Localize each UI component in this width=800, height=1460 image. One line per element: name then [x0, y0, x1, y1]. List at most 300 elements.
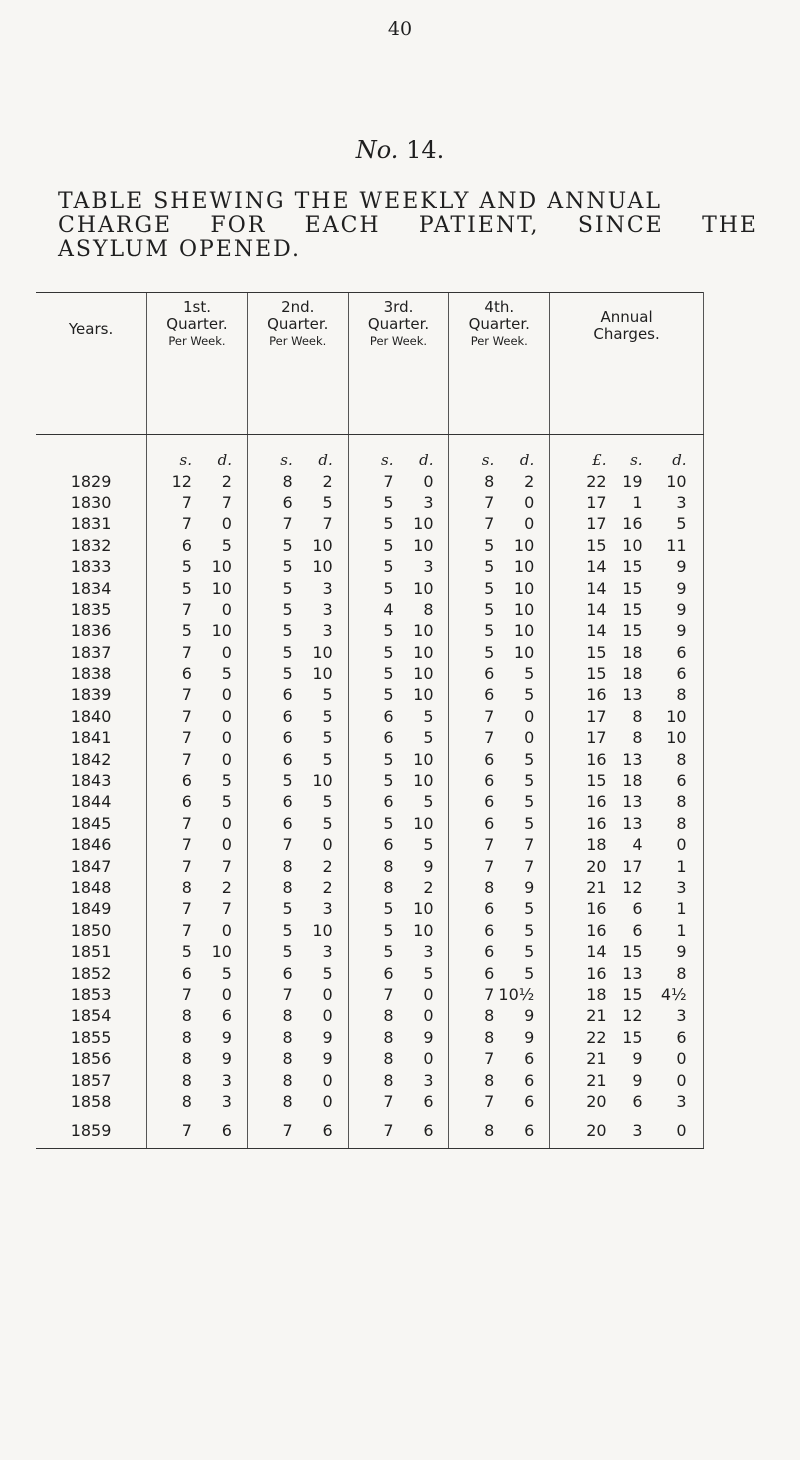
quarter-2-cell — [247, 877, 348, 898]
pence-value: 5 — [423, 706, 434, 726]
quarter-4-cell — [449, 620, 550, 641]
shillings-value: 6 — [484, 771, 495, 791]
pounds-value: 21 — [586, 1049, 607, 1069]
shillings-value: 7 — [181, 642, 192, 662]
shillings-value: 7 — [383, 1121, 394, 1141]
pence-value: 8 — [676, 813, 687, 833]
pence-value: 9 — [524, 1027, 535, 1047]
pounds-value: 15 — [586, 771, 607, 791]
page-number: 40 — [387, 18, 413, 40]
quarter-2-cell — [247, 577, 348, 598]
shillings-value: 18 — [622, 664, 643, 684]
table-row — [36, 791, 704, 812]
pounds-value: 18 — [586, 984, 607, 1004]
quarter-3-cell — [348, 770, 449, 791]
shillings-value: 8 — [484, 471, 495, 491]
quarter-4-cell — [449, 663, 550, 684]
pence-value: 3 — [322, 621, 333, 641]
annual-charge-cell — [550, 642, 704, 663]
quarter-1-cell — [147, 748, 248, 769]
shillings-value: 5 — [282, 942, 293, 962]
quarter-4-cell — [449, 1048, 550, 1069]
quarter-1-cell — [147, 1048, 248, 1069]
table-row — [36, 1005, 704, 1026]
quarter-4-cell — [449, 535, 550, 556]
pence-value: 3 — [676, 492, 687, 512]
shillings-value: 7 — [282, 1121, 293, 1141]
pence-value: 0 — [524, 706, 535, 726]
annual-charge-cell — [550, 770, 704, 791]
annual-charge-cell — [550, 663, 704, 684]
pence-value: 10 — [413, 813, 434, 833]
shillings-value: 12 — [622, 1006, 643, 1026]
shillings-value: 8 — [282, 1027, 293, 1047]
pence-value: 0 — [221, 728, 232, 748]
pence-value: 10 — [513, 621, 535, 641]
units-annual: £. s. d. — [550, 435, 704, 471]
shillings-value: 15 — [622, 578, 643, 598]
annual-charge-cell — [550, 813, 704, 834]
annual-charge-cell — [550, 962, 704, 983]
shillings-value: 5 — [282, 599, 293, 619]
pounds-value: 17 — [586, 706, 607, 726]
pence-value: 10 — [513, 535, 535, 555]
pence-value: 10 — [312, 557, 333, 577]
pence-value: 10 — [211, 557, 232, 577]
pence-value: 6 — [524, 1049, 535, 1069]
year-cell: 1854 — [70, 1006, 112, 1026]
shillings-value: 6 — [484, 749, 495, 769]
shillings-value: 6 — [282, 492, 293, 512]
annual-charge-cell — [550, 1005, 704, 1026]
quarter-3-cell — [348, 855, 449, 876]
shillings-value: 5 — [383, 685, 394, 705]
pounds-value: 14 — [586, 557, 607, 577]
year-cell: 1851 — [70, 942, 112, 962]
year-cell: 1857 — [70, 1070, 112, 1090]
pence-value: 10 — [413, 899, 434, 919]
quarter-4-cell — [449, 1005, 550, 1026]
quarter-2-cell — [247, 813, 348, 834]
quarter-3-cell — [348, 556, 449, 577]
year-cell: 1853 — [70, 984, 112, 1004]
year-cell: 1831 — [70, 514, 112, 534]
quarter-4-cell — [449, 556, 550, 577]
shillings-value: 8 — [181, 1091, 192, 1111]
shillings-value: 12 — [171, 471, 192, 491]
shillings-value: 15 — [622, 557, 643, 577]
pence-value: 9 — [524, 878, 535, 897]
pence-value: 5 — [524, 899, 535, 919]
quarter-3-cell — [348, 470, 449, 491]
shillings-value: 7 — [181, 813, 192, 833]
pence-value: 6 — [423, 1091, 434, 1111]
year-cell: 1845 — [70, 813, 112, 833]
quarter-2-cell — [247, 620, 348, 641]
quarter-1-cell — [147, 898, 248, 919]
shillings-value: 7 — [484, 835, 495, 855]
shillings-value: 7 — [484, 728, 495, 748]
pence-value: 0 — [676, 1070, 687, 1090]
shillings-value: 6 — [282, 706, 293, 726]
pence-value: 10 — [666, 706, 687, 726]
pounds-value: 21 — [586, 1006, 607, 1026]
pence-value: 10 — [413, 664, 434, 684]
pence-value: 2 — [322, 856, 333, 876]
pence-value: 3 — [423, 942, 434, 962]
annual-charge-cell — [550, 556, 704, 577]
annual-charge-cell — [550, 898, 704, 919]
annual-charge-cell — [550, 1048, 704, 1069]
shillings-value: 5 — [282, 899, 293, 919]
pence-value: 10 — [312, 664, 333, 684]
quarter-1-cell — [147, 1069, 248, 1090]
pence-value: 10 — [413, 920, 434, 940]
quarter-3-cell — [348, 962, 449, 983]
shillings-value: 8 — [383, 1006, 394, 1026]
pence-value: 0 — [221, 706, 232, 726]
quarter-4-cell — [449, 855, 550, 876]
shillings-value: 8 — [181, 1006, 192, 1026]
pence-value: 6 — [322, 1121, 333, 1141]
shillings-value: 8 — [181, 878, 192, 897]
table-row — [36, 748, 704, 769]
quarter-2-cell — [247, 1027, 348, 1048]
pence-value: 5 — [524, 792, 535, 812]
annual-charge-cell — [550, 535, 704, 556]
quarter-2-cell — [247, 1005, 348, 1026]
shillings-value: 7 — [484, 856, 495, 876]
shillings-value: 8 — [181, 1070, 192, 1090]
shillings-value: 3 — [632, 1121, 643, 1141]
shillings-value: 8 — [181, 1027, 192, 1047]
pounds-value: 17 — [586, 514, 607, 534]
pence-value: 9 — [221, 1049, 232, 1069]
pence-value: 0 — [423, 471, 434, 491]
pounds-value: 20 — [586, 856, 607, 876]
pence-value: 10 — [413, 514, 434, 534]
shillings-value: 6 — [383, 792, 394, 812]
pence-value: 10 — [413, 771, 434, 791]
shillings-value: 15 — [622, 984, 643, 1004]
quarter-3-cell — [348, 577, 449, 598]
table-row — [36, 535, 704, 556]
pence-value: 3 — [423, 557, 434, 577]
shillings-value: 8 — [484, 1070, 495, 1090]
shillings-value: 4 — [383, 599, 394, 619]
pence-value: 10 — [312, 771, 333, 791]
quarter-3-cell — [348, 834, 449, 855]
annual-charge-cell — [550, 599, 704, 620]
pence-value: 10 — [211, 578, 232, 598]
table-row — [36, 513, 704, 534]
shillings-value: 17 — [622, 856, 643, 876]
shillings-value: 5 — [181, 942, 192, 962]
title-line-3: ASYLUM OPENED. — [58, 237, 302, 262]
title-line-1: TABLE SHEWING THE WEEKLY AND ANNUAL — [58, 189, 662, 214]
pence-value: 6 — [221, 1121, 232, 1141]
quarter-1-cell — [147, 470, 248, 491]
shillings-value: 5 — [383, 942, 394, 962]
table-row — [36, 706, 704, 727]
pence-value: 3 — [221, 1091, 232, 1111]
shillings-value: 6 — [632, 920, 643, 940]
shillings-value: 7 — [484, 492, 495, 512]
pounds-value: 15 — [586, 642, 607, 662]
quarter-2-cell — [247, 513, 348, 534]
table-row — [36, 770, 704, 791]
shillings-value: 7 — [484, 1091, 495, 1111]
quarter-1-cell — [147, 577, 248, 598]
quarter-4-cell — [449, 642, 550, 663]
header-q3: 3rd. Quarter. Per Week. — [348, 293, 449, 435]
shillings-value: 8 — [282, 1049, 293, 1069]
shillings-value: 8 — [632, 706, 643, 726]
pence-value: 9 — [423, 856, 434, 876]
shillings-value: 5 — [383, 664, 394, 684]
table-row — [36, 1112, 704, 1148]
pence-value: 5 — [524, 749, 535, 769]
shillings-value: 6 — [484, 920, 495, 940]
table-row — [36, 663, 704, 684]
annual-charge-cell — [550, 1091, 704, 1112]
shillings-value: 8 — [282, 1091, 293, 1111]
shillings-value: 7 — [181, 899, 192, 919]
shillings-value: 6 — [181, 664, 192, 684]
year-cell: 1832 — [70, 535, 112, 555]
quarter-1-cell — [147, 877, 248, 898]
table-row — [36, 834, 704, 855]
year-cell: 1855 — [70, 1027, 112, 1047]
pence-value: 0 — [524, 492, 535, 512]
header-q4: 4th. Quarter. Per Week. — [449, 293, 550, 435]
quarter-1-cell — [147, 556, 248, 577]
year-cell: 1838 — [70, 664, 112, 684]
year-cell: 1834 — [70, 578, 112, 598]
shillings-value: 9 — [632, 1070, 643, 1090]
shillings-value: 5 — [181, 621, 192, 641]
header-row — [36, 293, 704, 435]
pounds-value: 14 — [586, 578, 607, 598]
shillings-value: 12 — [622, 878, 643, 897]
shillings-value: 7 — [282, 835, 293, 855]
pounds-value: 17 — [586, 492, 607, 512]
pence-value: 2 — [221, 878, 232, 897]
shillings-value: 5 — [383, 621, 394, 641]
units-q1: s. d. — [147, 435, 248, 471]
annual-charge-cell — [550, 1027, 704, 1048]
pence-value: 6 — [676, 771, 687, 791]
pence-value: 10 — [513, 642, 535, 662]
quarter-2-cell — [247, 898, 348, 919]
annual-charge-cell — [550, 513, 704, 534]
pence-value: 9 — [676, 557, 687, 577]
table-body — [36, 435, 704, 1149]
pence-value: 0 — [423, 984, 434, 1004]
pence-value: 5 — [524, 942, 535, 962]
units-q2: s. d. — [247, 435, 348, 471]
pence-value: 10 — [666, 471, 687, 491]
quarter-4-cell — [449, 1069, 550, 1090]
annual-charge-cell — [550, 492, 704, 513]
annual-charge-cell — [550, 855, 704, 876]
shillings-value: 5 — [383, 813, 394, 833]
year-cell: 1839 — [70, 685, 112, 705]
pence-value: 9 — [676, 621, 687, 641]
pence-value: 10 — [413, 685, 434, 705]
year-cell: 1843 — [70, 771, 112, 791]
quarter-2-cell — [247, 920, 348, 941]
shillings-value: 8 — [282, 1070, 293, 1090]
quarter-4-cell — [449, 470, 550, 491]
shillings-value: 8 — [282, 878, 293, 897]
quarter-2-cell — [247, 642, 348, 663]
pence-value: 0 — [221, 920, 232, 940]
quarter-2-cell — [247, 984, 348, 1005]
table-row — [36, 984, 704, 1005]
header-q1: 1st. Quarter. Per Week. — [147, 293, 248, 435]
pounds-value: 16 — [586, 813, 607, 833]
quarter-1-cell — [147, 1091, 248, 1112]
pounds-value: 16 — [586, 749, 607, 769]
pence-value: 2 — [221, 471, 232, 491]
quarter-3-cell — [348, 813, 449, 834]
shillings-value: 6 — [282, 749, 293, 769]
quarter-3-cell — [348, 1027, 449, 1048]
title-line-2: CHARGE FOR EACH PATIENT, SINCE THE — [58, 213, 758, 238]
pence-value: 7 — [221, 492, 232, 512]
shillings-value: 5 — [383, 920, 394, 940]
shillings-value: 5 — [282, 642, 293, 662]
pence-value: 5 — [221, 771, 232, 791]
pence-value: 10 — [312, 535, 333, 555]
table-row — [36, 855, 704, 876]
quarter-2-cell — [247, 1048, 348, 1069]
pence-value: 10 — [513, 599, 535, 619]
shillings-value: 8 — [181, 1049, 192, 1069]
year-cell: 1856 — [70, 1049, 112, 1069]
pence-value: 0 — [322, 1006, 333, 1026]
year-cell: 1840 — [70, 706, 112, 726]
quarter-1-cell — [147, 1027, 248, 1048]
table-row — [36, 556, 704, 577]
pence-value: 9 — [322, 1049, 333, 1069]
shillings-value: 5 — [484, 599, 495, 619]
units-q4: s. d. — [449, 435, 550, 471]
shillings-value: 7 — [181, 984, 192, 1004]
quarter-1-cell — [147, 834, 248, 855]
pence-value: 9 — [322, 1027, 333, 1047]
pence-value: 8 — [423, 599, 434, 619]
shillings-value: 6 — [181, 535, 192, 555]
quarter-3-cell — [348, 1069, 449, 1090]
quarter-3-cell — [348, 1005, 449, 1026]
quarter-3-cell — [348, 684, 449, 705]
shillings-value: 5 — [484, 621, 495, 641]
pence-value: 8 — [676, 749, 687, 769]
quarter-3-cell — [348, 620, 449, 641]
quarter-3-cell — [348, 513, 449, 534]
pence-value: 10 — [413, 749, 434, 769]
quarter-2-cell — [247, 1069, 348, 1090]
shillings-value: 5 — [282, 920, 293, 940]
quarter-3-cell — [348, 1112, 449, 1148]
pounds-value: 20 — [586, 1121, 607, 1141]
quarter-1-cell — [147, 1005, 248, 1026]
year-cell: 1846 — [70, 835, 112, 855]
pence-value: 0 — [221, 599, 232, 619]
quarter-2-cell — [247, 727, 348, 748]
header-years: Years. — [36, 293, 147, 435]
shillings-value: 6 — [484, 685, 495, 705]
pence-value: 0 — [423, 1049, 434, 1069]
shillings-value: 6 — [484, 792, 495, 812]
pence-value: 0 — [221, 642, 232, 662]
pence-value: 5 — [221, 963, 232, 983]
pence-value: 0 — [322, 1091, 333, 1111]
quarter-1-cell — [147, 727, 248, 748]
pence-value: 3 — [322, 578, 333, 598]
pence-value: 7 — [322, 514, 333, 534]
shillings-value: 15 — [622, 942, 643, 962]
pence-value: 1 — [676, 920, 687, 940]
pence-value: 7 — [221, 899, 232, 919]
pence-value: 9 — [423, 1027, 434, 1047]
pence-value: 9 — [676, 599, 687, 619]
pence-value: 10 — [211, 942, 232, 962]
pounds-value: 16 — [586, 792, 607, 812]
shillings-value: 7 — [181, 835, 192, 855]
pence-value: 5 — [423, 963, 434, 983]
quarter-2-cell — [247, 492, 348, 513]
shillings-value: 5 — [181, 578, 192, 598]
pounds-value: 20 — [586, 1091, 607, 1111]
pounds-value: 22 — [586, 471, 607, 491]
year-cell: 1830 — [70, 492, 112, 512]
pence-value: 7 — [221, 856, 232, 876]
pence-value: 0 — [221, 813, 232, 833]
pence-value: 5 — [423, 835, 434, 855]
quarter-2-cell — [247, 470, 348, 491]
shillings-value: 8 — [484, 1121, 495, 1141]
shillings-value: 5 — [383, 899, 394, 919]
pence-value: 10 — [413, 642, 434, 662]
pounds-value: 16 — [586, 963, 607, 983]
pence-value: 2 — [524, 471, 535, 491]
shillings-value: 5 — [484, 557, 495, 577]
pence-value: 3 — [322, 899, 333, 919]
quarter-3-cell — [348, 642, 449, 663]
quarter-1-cell — [147, 684, 248, 705]
table-row — [36, 470, 704, 491]
pence-value: 10 — [413, 535, 434, 555]
pence-value: 5 — [322, 685, 333, 705]
table-row — [36, 941, 704, 962]
shillings-value: 6 — [282, 792, 293, 812]
pence-value: 5 — [221, 792, 232, 812]
shillings-value: 6 — [383, 728, 394, 748]
quarter-1-cell — [147, 770, 248, 791]
table-row — [36, 492, 704, 513]
quarter-4-cell — [449, 748, 550, 769]
quarter-3-cell — [348, 898, 449, 919]
pounds-value: 16 — [586, 920, 607, 940]
shillings-value: 6 — [282, 963, 293, 983]
annual-charge-cell — [550, 1112, 704, 1148]
pence-value: 8 — [676, 963, 687, 983]
pence-value: 5 — [524, 664, 535, 684]
pence-value: 9 — [524, 1006, 535, 1026]
